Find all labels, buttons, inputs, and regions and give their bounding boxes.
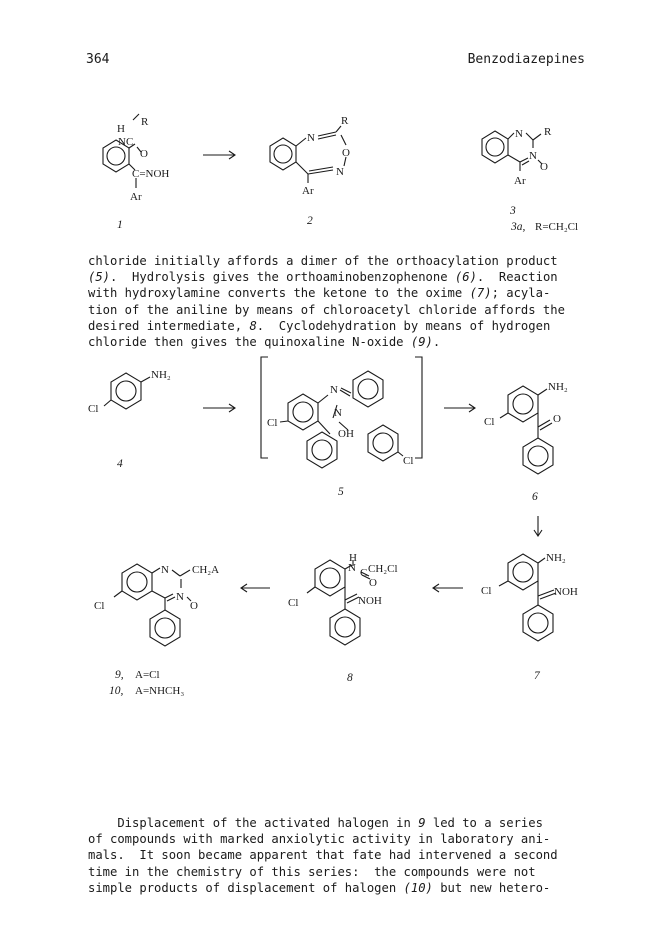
compound-number: 4 (117, 458, 123, 470)
o-label: O (553, 413, 561, 425)
phenyl-ring (307, 432, 337, 468)
phenyl-ring (353, 371, 383, 407)
compound-9 (94, 564, 219, 697)
h-label: H (349, 552, 357, 564)
noh-label: NOH (554, 586, 578, 598)
cl-label: Cl (481, 585, 492, 597)
page-number: 364 (86, 52, 110, 67)
o-label: O (342, 147, 350, 159)
r-label: R (141, 116, 149, 128)
reaction-arrow (203, 404, 235, 412)
compound-8 (288, 552, 398, 684)
text-line: tion of the aniline by means of chloroacetyl chloride affords the (88, 302, 565, 317)
compound-4 (88, 369, 171, 470)
text-line: simple products of displacement of halogen (10) but new hetero- (88, 880, 551, 895)
n-label: N (330, 384, 338, 396)
compound-number: 7 (534, 670, 540, 682)
o-label: O (540, 161, 548, 173)
r-label: R (341, 115, 349, 127)
text-line: Displacement of the activated halogen in 9 led to a series (88, 816, 543, 830)
cl-label: Cl (88, 403, 99, 415)
substituent-3a: R=CH₂Cl (535, 221, 579, 233)
compound-6 (484, 381, 568, 503)
cl-label: Cl (403, 455, 414, 467)
n-label: N (348, 562, 356, 574)
benzene-ring (288, 394, 318, 430)
compound-number: 6 (532, 491, 538, 503)
ch2a-label: CH₂A (192, 564, 220, 576)
chlorophenyl-ring (368, 425, 398, 461)
text-line: chloride then gives the quinoxaline N-oxide (9). (88, 335, 441, 350)
benzene-ring (315, 560, 345, 596)
o-label: O (190, 600, 198, 612)
compound-number-9: 9, (115, 669, 124, 681)
benzene-ring (122, 564, 152, 600)
n-label: N (334, 407, 342, 419)
ar-label: Ar (302, 185, 314, 197)
running-title: Benzodiazepines (467, 52, 585, 67)
benzene-ring (270, 138, 296, 170)
compound-number: 5 (338, 486, 344, 498)
r-label: R (544, 126, 552, 138)
compound-7 (481, 552, 578, 682)
text-line: with hydroxylamine converts the ketone to the oxime (7); acyla- (88, 286, 551, 301)
oxime-label: C=NOH (132, 168, 170, 180)
body-paragraph (88, 815, 598, 896)
compound-number-3a: 3a, (511, 221, 526, 233)
text-line: chloride initially affords a dimer of the orthoacylation product (88, 254, 558, 268)
body-paragraph (88, 253, 598, 350)
compound-number-10: 10, (109, 685, 124, 697)
text-line: of compounds with marked anxiolytic activity in laboratory ani- (88, 832, 551, 847)
text-line: desired intermediate, 8. Cyclodehydration by means of hydrogen (88, 318, 551, 333)
benzene-ring (508, 554, 538, 590)
reaction-arrow (241, 584, 270, 592)
compound-number: 3 (510, 205, 516, 217)
o-label: O (369, 577, 377, 589)
reaction-arrow (203, 151, 235, 159)
reaction-arrow (534, 516, 542, 536)
ch2cl-label: CH₂Cl (368, 563, 398, 575)
phenyl-ring (150, 610, 180, 646)
n-label: N (336, 166, 344, 178)
n-label: N (307, 132, 315, 144)
compound-5 (261, 357, 422, 498)
compound-number: 1 (117, 219, 123, 231)
benzene-ring (508, 386, 538, 422)
cl-label: Cl (267, 417, 278, 429)
n-label: N (515, 128, 523, 140)
phenyl-ring (330, 609, 360, 645)
nh2-label: NH₂ (548, 381, 568, 393)
nc-label: NC (118, 136, 134, 148)
ar-label: Ar (514, 175, 526, 187)
phenyl-ring (523, 605, 553, 641)
c-label: C (360, 567, 368, 579)
oh-label: OH (338, 428, 354, 440)
reaction-arrow (433, 584, 463, 592)
compound-number: 2 (307, 215, 313, 227)
benzene-ring (482, 131, 508, 163)
phenyl-ring (523, 438, 553, 474)
nh2-label: NH₂ (546, 552, 566, 564)
cl-label: Cl (94, 600, 105, 612)
cl-label: Cl (484, 416, 495, 428)
o-label: O (140, 148, 148, 160)
reaction-arrow (444, 404, 475, 412)
nh-label: H (117, 123, 125, 135)
cl-label: Cl (288, 597, 299, 609)
text-line: (5). Hydrolysis gives the orthoaminobenzophenone (6). Reaction (88, 270, 558, 285)
compound-number: 8 (347, 672, 353, 684)
n-label: N (176, 591, 184, 603)
compound-3 (482, 126, 578, 233)
n-label: N (529, 150, 537, 162)
right-bracket (415, 357, 422, 458)
left-bracket (261, 357, 268, 458)
compound-2 (270, 115, 350, 227)
n-label: N (161, 564, 169, 576)
substituent-10: A=NHCH₃ (135, 685, 185, 697)
text-line: time in the chemistry of this series: the compounds were not (88, 864, 536, 879)
ar-label: Ar (130, 191, 142, 203)
text-line: mals. It soon became apparent that fate had intervened a second (88, 848, 558, 863)
compound-1 (103, 114, 169, 231)
benzene-ring (111, 373, 141, 409)
noh-label: NOH (358, 595, 382, 607)
nh2-label: NH₂ (151, 369, 171, 381)
substituent-9: A=Cl (135, 669, 160, 681)
